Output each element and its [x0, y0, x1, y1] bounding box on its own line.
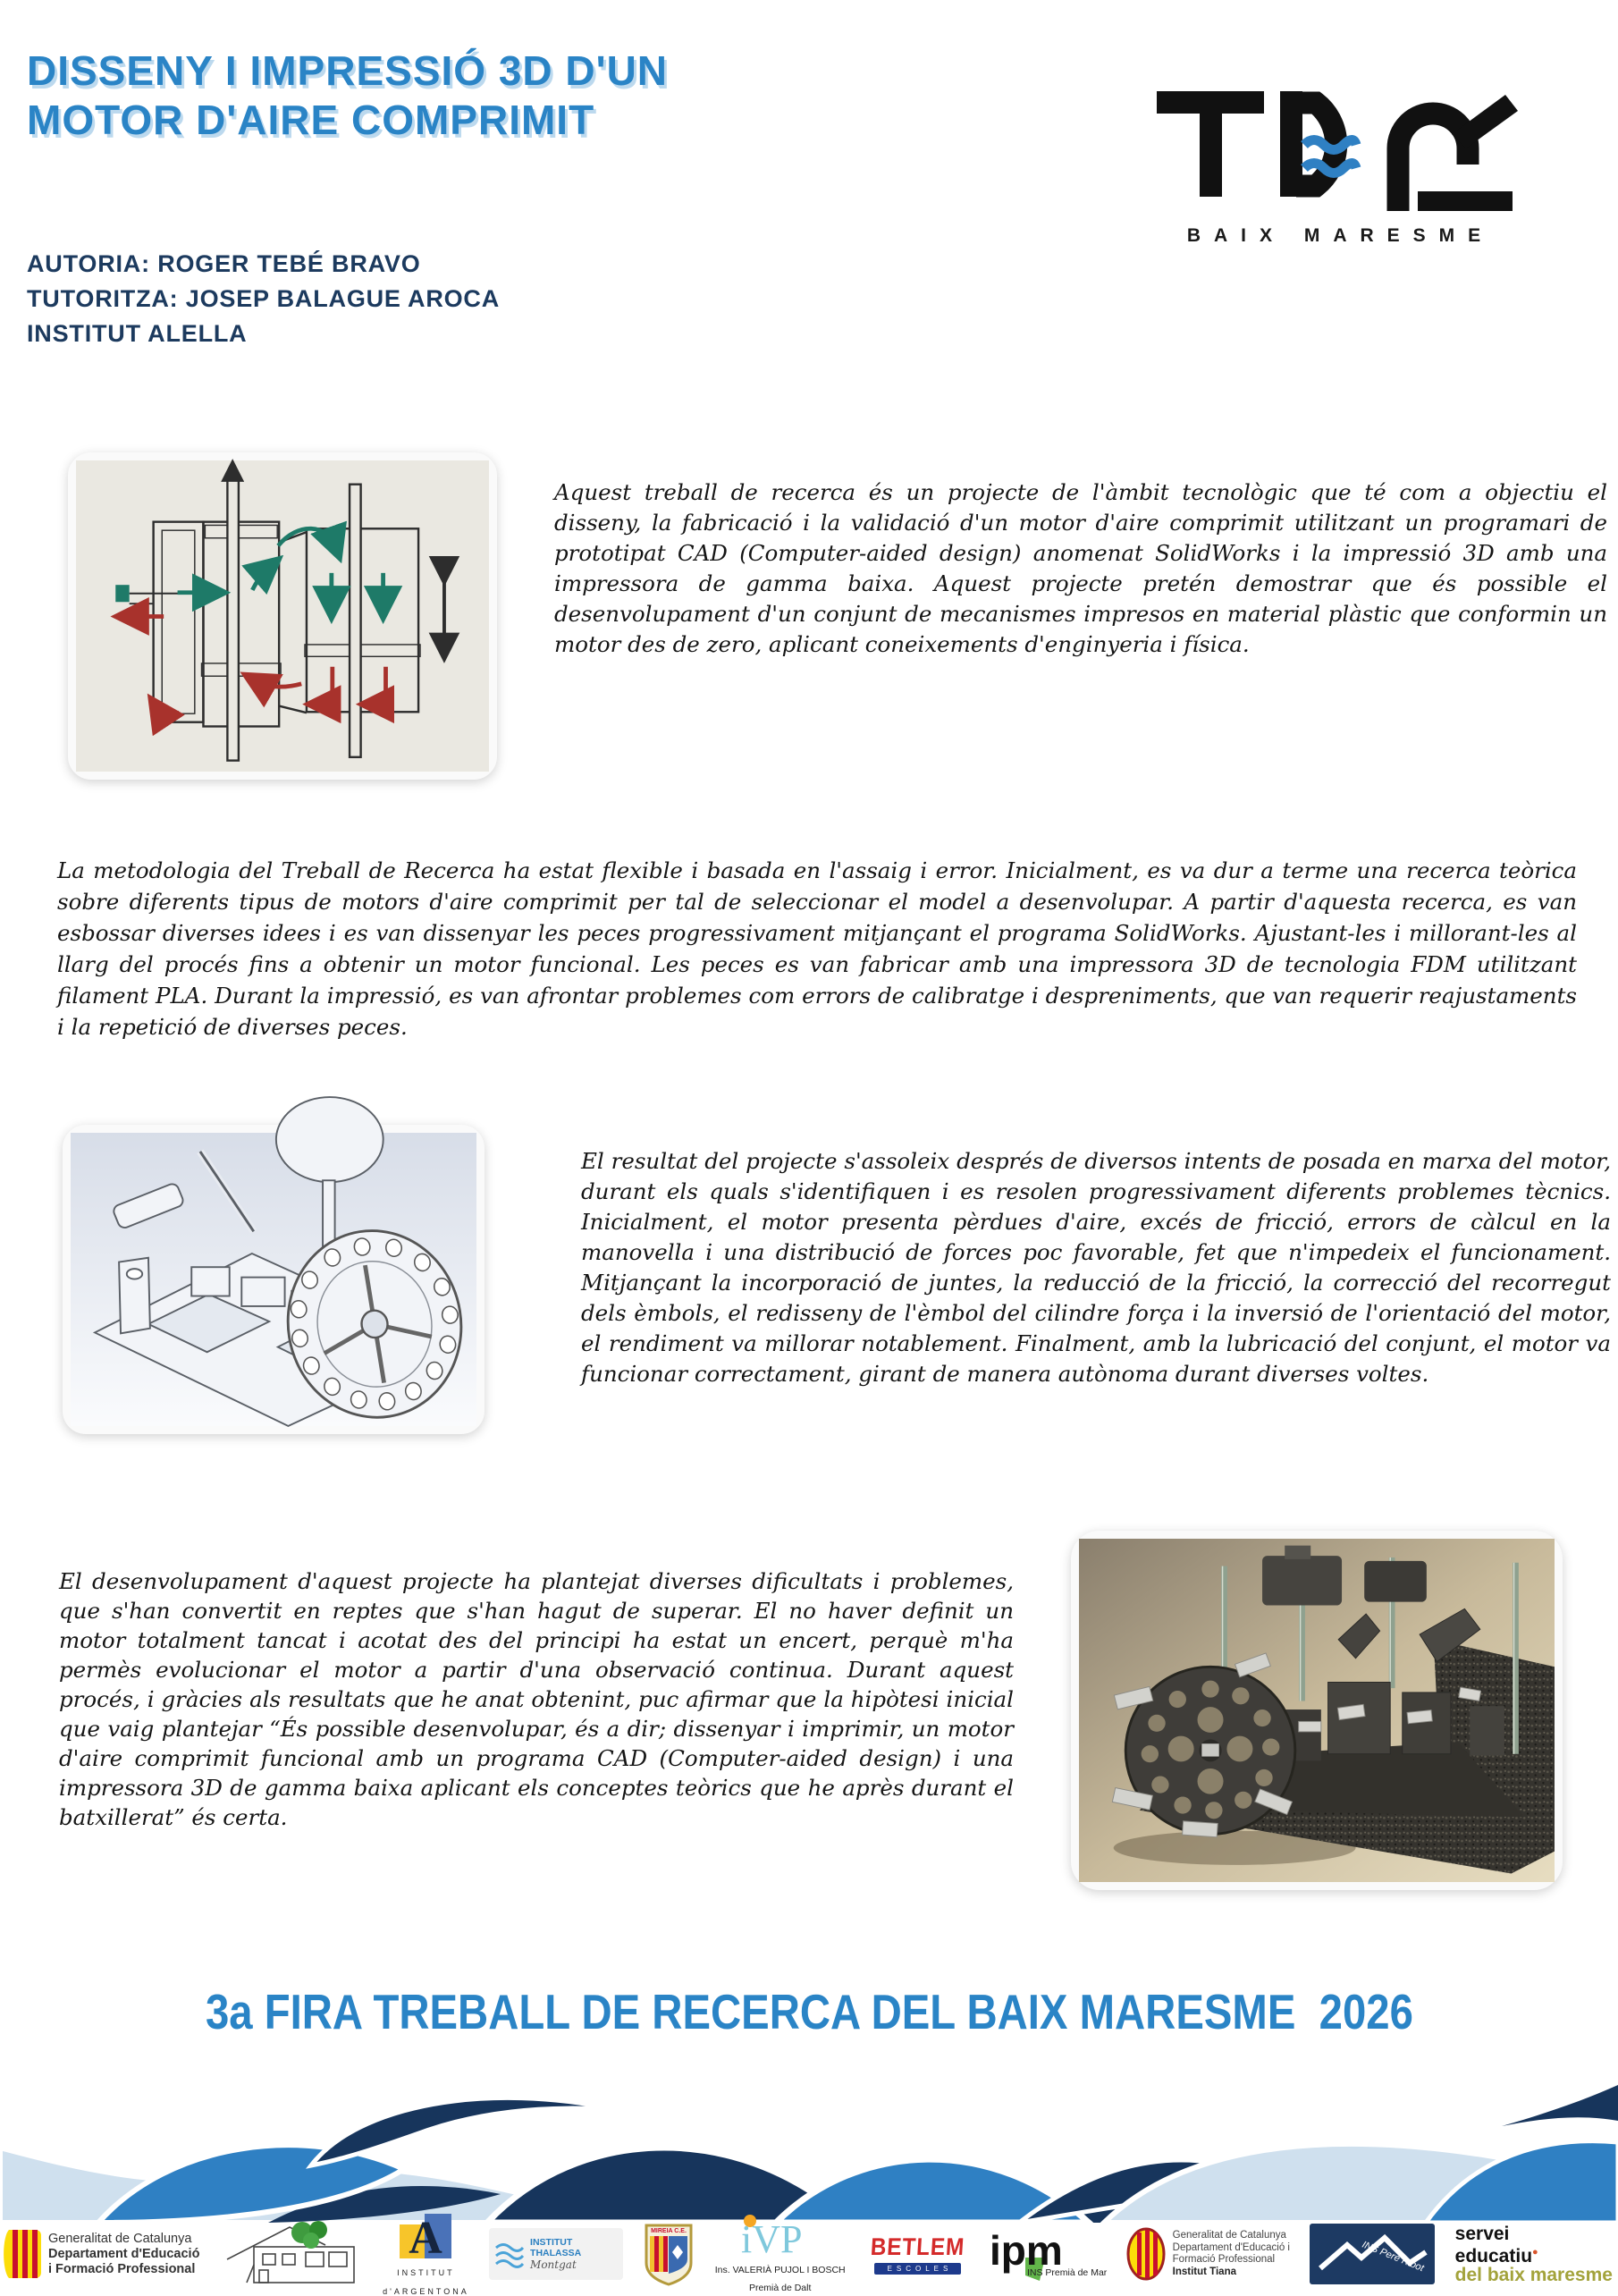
argentona-letter: A — [409, 2213, 443, 2264]
ivp-letters: iVP — [740, 2217, 803, 2261]
tdr-baix-maresme-logo — [1146, 77, 1521, 247]
logo-text-line: INS Premià de Mar — [1027, 2267, 1108, 2278]
logo-text-line — [1455, 2243, 1613, 2266]
logo-generalitat-educacio — [5, 2228, 199, 2280]
logo-text-line: Institut Tiana — [1172, 2266, 1237, 2277]
author-block — [27, 247, 500, 351]
logo-ins-valeria-pujol — [715, 2215, 846, 2293]
abstract-paragraph: Aquest treball de recerca és un projecte de l'àmbit tecnològic que té com a objectiu el disseny, la fabricació i la validació d'un motor d'aire comprimit utilitzant un programari de prototipat CAD (Computer-aided design) anomenat SolidWorks i la impressió 3D amb una impressora de gamma baixa. Aquest projecte pretén demostrar que és possible el desenvolupament d'un conjunt de mecanismes impresos en material plàstic que conformin un motor des de zero, aplicant coneixements d'enginyeria i física. — [554, 479, 1607, 657]
fair-title — [0, 1983, 1618, 2040]
logo-mireia-ce — [643, 2222, 695, 2286]
logo-text-line: Departament d'Educació — [48, 2246, 200, 2261]
logo-text-line: INSTITUT — [397, 2268, 455, 2277]
argentona-a-icon — [396, 2212, 455, 2264]
pere-ribot-icon — [1310, 2224, 1435, 2284]
authorship-line: AUTORIA: ROGER TEBÉ BRAVO — [27, 250, 421, 277]
results-paragraph: El resultat del projecte s'assoleix després de diversos intents de posada en marxa del motor, durant els quals s'identifiquen i es resolen progressivament diferents problemes tècnics. Inicialment, el motor presenta pèrdues d'aire, excés de fricció, errors de càlcul en la manovella i una distribució de forces poc favorable, fet que n'impedeix el funcionament. Mitjançant la incorporació de juntes, la reducció de la fricció, la correcció del recorregut dels èmbols, el redisseny de l'èmbol del cilindre força i la inversió de l'orientació del motor, el rendiment va millorar notablement. Finalment, amb la lubricació del conjunt, el motor va funcionar correctament, girant de manera autònoma durant diverses voltes. — [581, 1148, 1611, 1387]
logo-text-line: INSTITUT THALASSA — [530, 2237, 582, 2258]
logo-ins-pere-ribot — [1310, 2224, 1435, 2284]
institute-line: INSTITUT ALELLA — [27, 320, 248, 347]
fair-title-text: 3a FIRA TREBALL DE RECERCA DEL BAIX MARESME 2026 — [205, 1984, 1413, 2039]
logo-text-line: Generalitat de Catalunya — [48, 2231, 192, 2246]
senyera-icon — [5, 2228, 41, 2280]
logo-text-line: educatiu — [1454, 2245, 1533, 2266]
mireia-name: MIREIA C.E. — [651, 2228, 687, 2234]
page-title: DISSENY I IMPRESSIÓ 3D D'UN MOTOR D'AIRE COMPRIMIT — [27, 47, 669, 144]
logo-text-line: i Formació Professional — [48, 2261, 196, 2276]
logo-text-line: del baix maresme — [1454, 2264, 1613, 2285]
logo-ins-premia-de-mar — [990, 2225, 1106, 2283]
logo-text-line: d'ARGENTONA — [383, 2287, 469, 2296]
logo-text-line: Departament d'Educació i — [1172, 2241, 1290, 2253]
logo-text-line: Premià de Dalt — [748, 2283, 812, 2293]
senyera-oval-icon — [1126, 2227, 1166, 2281]
school-sketch-icon — [220, 2222, 363, 2286]
logo-betlem-escoles — [865, 2233, 970, 2275]
cad-model-image — [63, 1125, 485, 1434]
registered-dot-icon: ● — [1532, 2246, 1538, 2258]
logo-institut-thalassa — [489, 2228, 623, 2280]
logo-institut-argentona — [383, 2212, 469, 2296]
wave-decoration — [0, 2080, 1618, 2223]
conclusions-paragraph: El desenvolupament d'aquest projecte ha plantejat diverses dificultats i problemes, que s'han convertit en reptes que s'han hagut de superar. El no haver definit un motor totalment tancat i acotat des del principi ha estat un encert, perquè m'ha permès evolucionar el motor a partir d'una observació continua. Durant aquest procés, i gràcies als resultats que he anat obtenint, puc afirmar que la hipòtesi inicial que vaig plantejar “És possible desenvolupar, és a dir; dissenyar i imprimir, un motor d'aire comprimit funcional amb un programa CAD (Computer-aided design) i una impressora 3D de gamma baixa aplicant els conceptes teòrics que he après durant el batxillerat” és certa. — [59, 1568, 1014, 1830]
logo-text-line: Ins. VALERIÀ PUJOL I BOSCH — [714, 2265, 846, 2275]
tdr-logo-icon — [1155, 77, 1513, 213]
logo-text-line: Formació Professional — [1172, 2254, 1276, 2265]
thalassa-waves-icon — [494, 2241, 525, 2267]
ivp-icon — [739, 2215, 822, 2261]
motor-diagram-image — [68, 452, 497, 780]
logo-institut-building-sketch — [220, 2222, 363, 2286]
pere-ribot-name: INS Pere Ribot — [1361, 2239, 1426, 2275]
tutor-line: TUTORITZA: JOSEP BALAGUE AROCA — [27, 285, 501, 312]
logo-generalitat-institut-tiana — [1126, 2227, 1290, 2281]
betlem-subtitle: ESCOLES — [874, 2263, 962, 2275]
tdr-logo-subtext: BAIX MARESME — [1186, 225, 1495, 246]
logo-text-line: Montgat — [530, 2258, 577, 2271]
logo-text-line: Generalitat de Catalunya — [1172, 2230, 1286, 2241]
logo-servei-educatiu — [1455, 2224, 1613, 2284]
logo-text-line: servei — [1454, 2223, 1510, 2244]
footer-logos — [0, 2213, 1618, 2296]
mireia-crest-icon — [643, 2222, 695, 2286]
printed-motor-photo — [1071, 1531, 1563, 1890]
betlem-name: BETLEM — [869, 2233, 966, 2260]
methodology-paragraph: La metodologia del Treball de Recerca ha estat flexible i basada en l'assaig i error. Inicialment, es va dur a terme una recerca teòrica sobre diferents tipus de motors d'aire comprimit per tal de seleccionar el model a desenvolupar. A partir d'aquesta recerca, es van esbossar diverses idees i es van dissenyar les peces progressivament mitjançant el programa SolidWorks. Ajustant-les i millorant-les al llarg del procés fins a obtenir un motor funcional. Les peces es van fabricar amb una impressora 3D de tecnologia FDM utilitzant filament PLA. Durant la impressió, es van afrontar problemes com errors de calibratge i despreniments, que van requerir reajustaments i la repetició de diverses peces. — [57, 857, 1577, 1040]
ipm-icon — [990, 2225, 1106, 2283]
ipm-letters: ipm — [990, 2227, 1064, 2274]
